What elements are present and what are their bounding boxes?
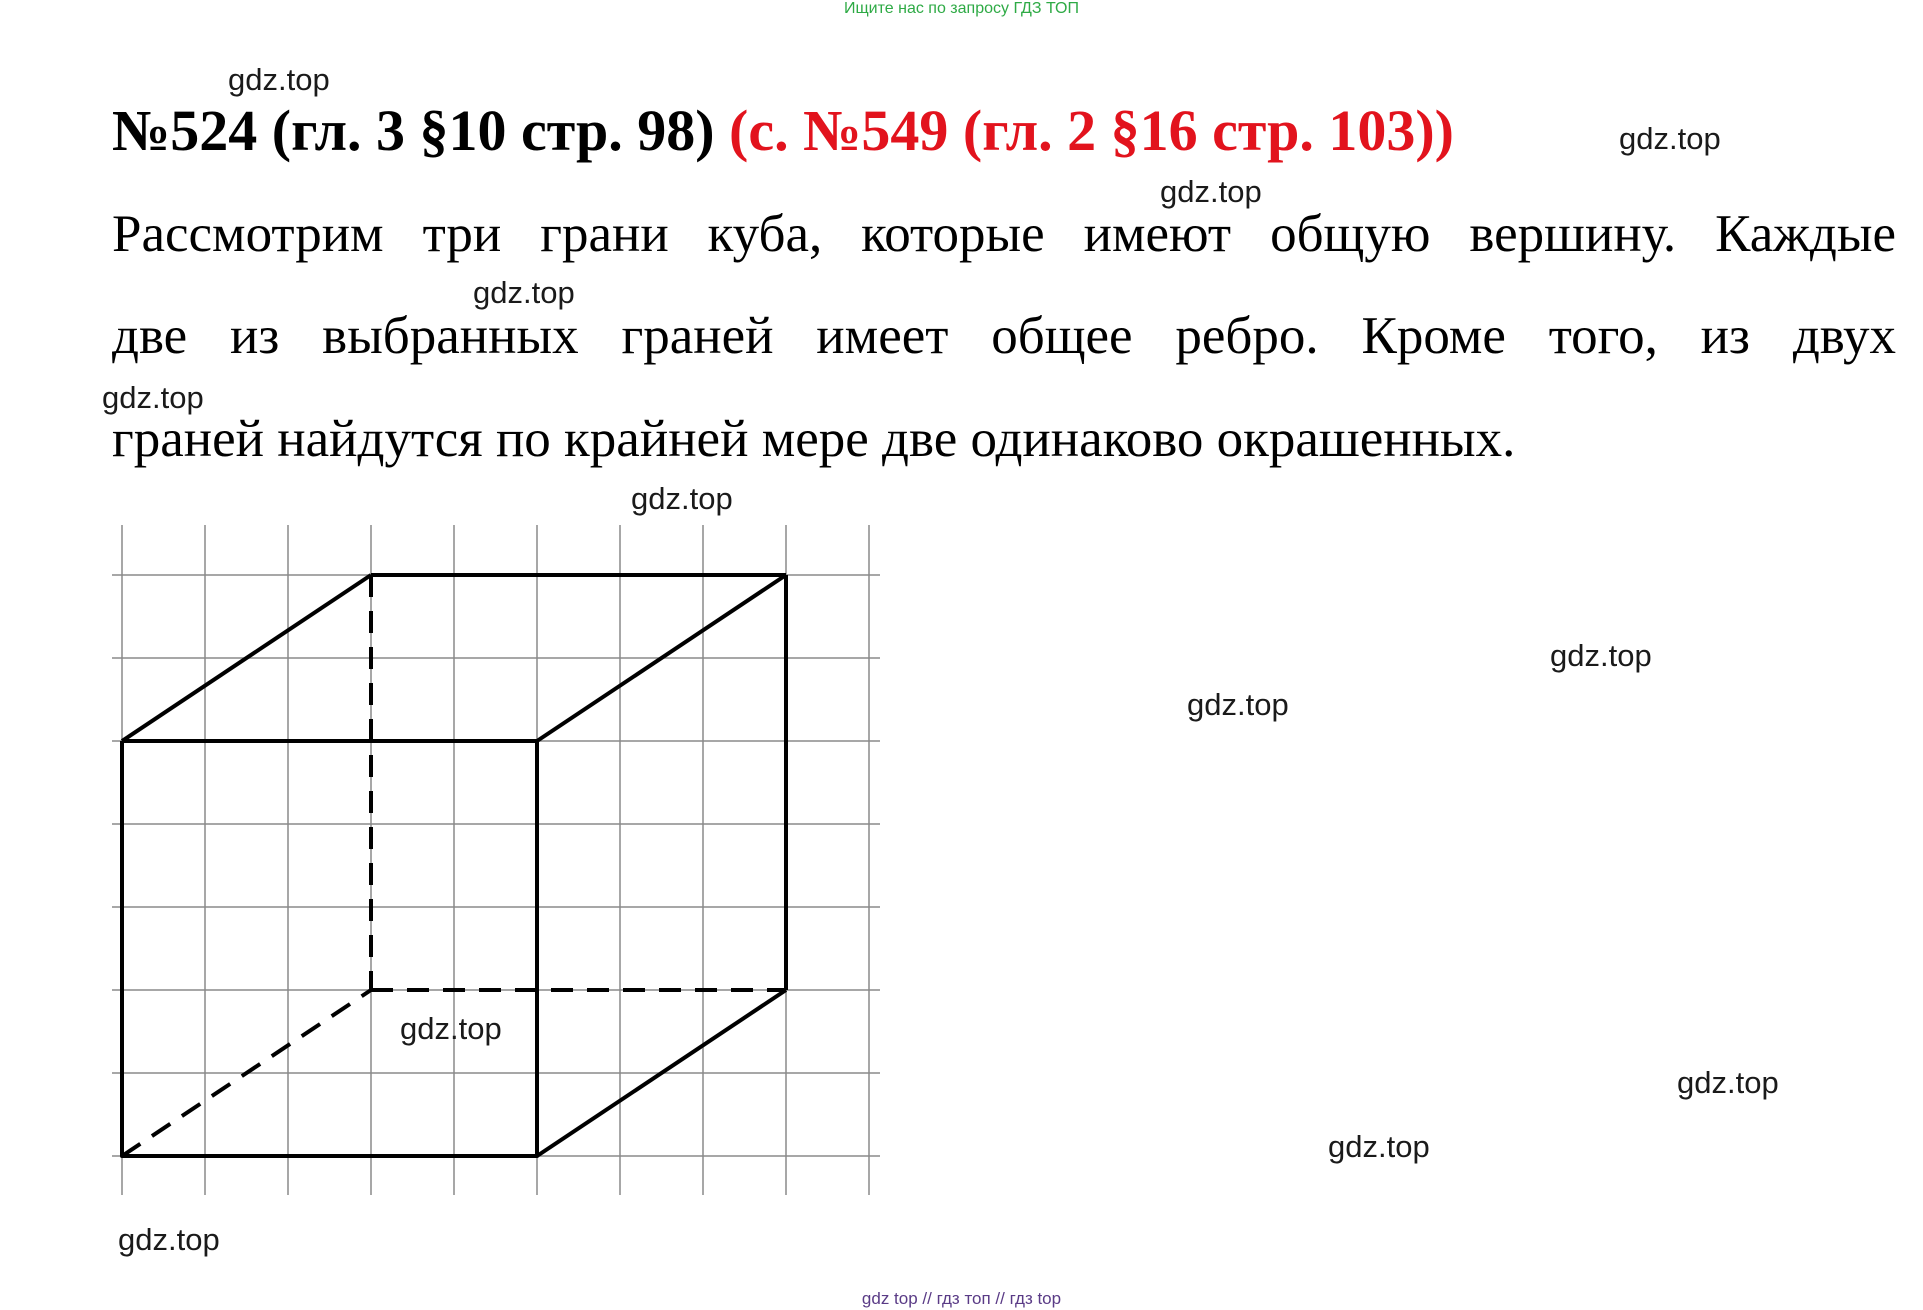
top-banner[interactable]: Ищите нас по запросу ГДЗ ТОП xyxy=(844,0,1079,17)
watermark: gdz.top xyxy=(1677,1065,1779,1100)
watermark: gdz.top xyxy=(1550,638,1652,673)
solution-line-1: Рассмотрим три грани куба, которые имеют общую вершину. Каждые xyxy=(112,205,1896,263)
watermark: gdz.top xyxy=(1619,121,1721,156)
watermark: gdz.top xyxy=(1328,1129,1430,1164)
watermark: gdz.top xyxy=(102,380,204,415)
watermark: gdz.top xyxy=(631,481,733,516)
watermark: gdz.top xyxy=(1187,687,1289,722)
solution-line-3: граней найдутся по крайней мере две одинаково окрашенных. xyxy=(112,410,1516,468)
grid xyxy=(112,525,880,1195)
problem-number: №524 (гл. 3 §10 стр. 98) xyxy=(112,98,715,163)
footer-links[interactable]: gdz top // гдз топ // гдз top xyxy=(861,1289,1062,1308)
watermark: gdz.top xyxy=(473,275,575,310)
watermark: gdz.top xyxy=(1160,174,1262,209)
watermark: gdz.top xyxy=(118,1222,220,1257)
alternate-problem-number: (с. №549 (гл. 2 §16 стр. 103)) xyxy=(729,98,1454,163)
watermark: gdz.top xyxy=(228,62,330,97)
watermark: gdz.top xyxy=(400,1011,502,1046)
solution-line-2: две из выбранных граней имеет общее ребро. Кроме того, из двух xyxy=(112,307,1896,365)
